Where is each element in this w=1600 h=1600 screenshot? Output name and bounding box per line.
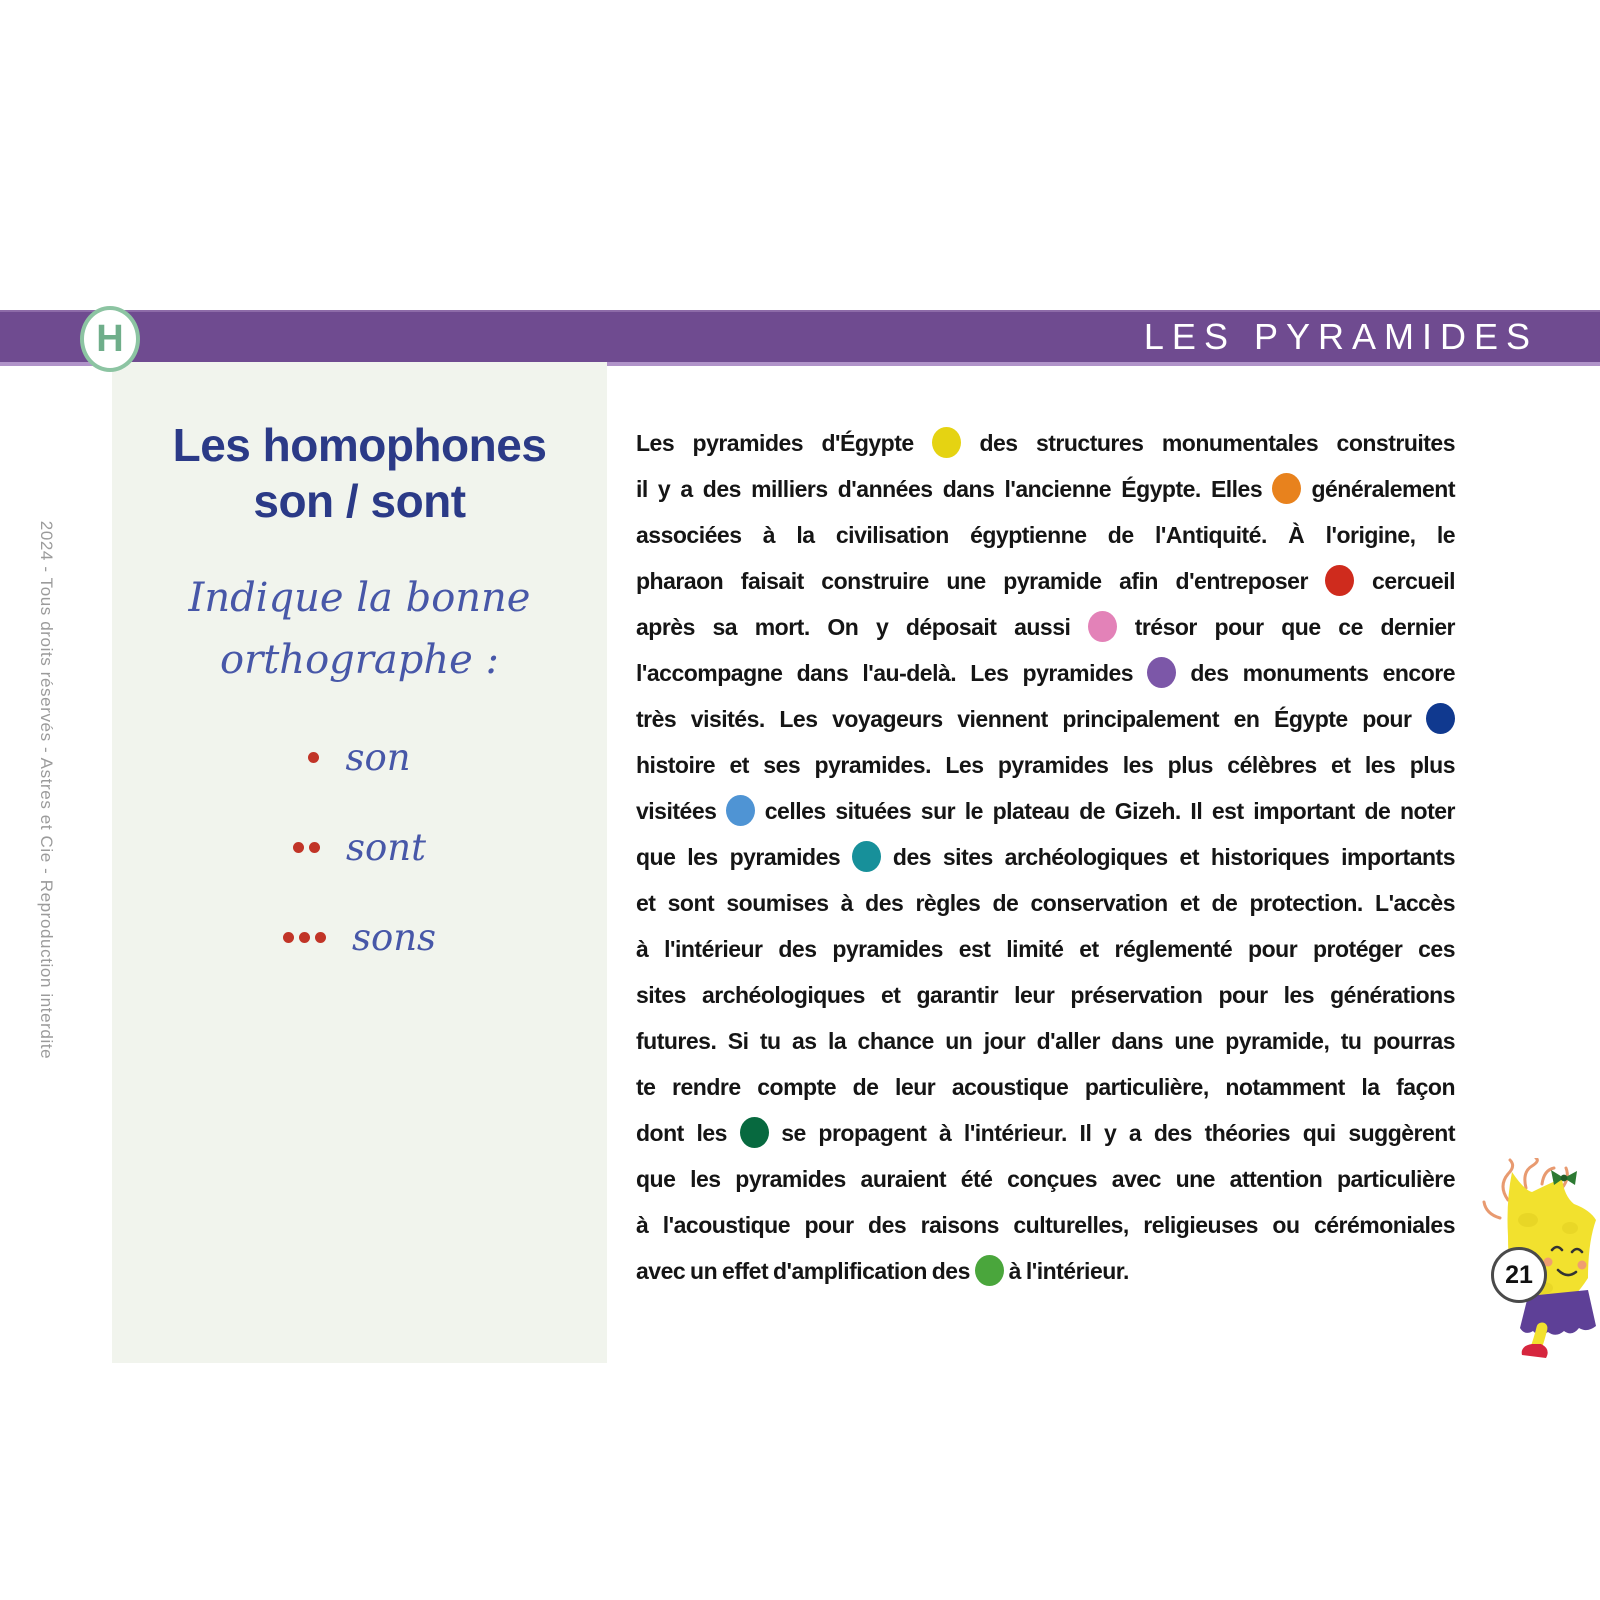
text-line: Les pyramides d'Égypte des structures monumentales construites xyxy=(636,420,1455,466)
text-line: futures. Si tu as la chance un jour d'aller dans une pyramide, tu pourras xyxy=(636,1028,1455,1054)
instruction-line2: orthographe : xyxy=(220,637,499,683)
text-line: dont les se propagent à l'intérieur. Il y a des théories qui suggèrent xyxy=(636,1110,1455,1156)
text-line: à l'acoustique pour des raisons culturelles, religieuses ou cérémoniales xyxy=(636,1212,1455,1238)
text-line: et sont soumises à des règles de conservation et de protection. L'accès xyxy=(636,890,1455,916)
text-line: à l'intérieur des pyramides est limité et réglementé pour protéger ces xyxy=(636,936,1455,962)
text-line: que les pyramides des sites archéologiques et historiques importants xyxy=(636,834,1455,880)
option-dot-marker xyxy=(293,842,320,853)
answer-dot-teal[interactable] xyxy=(852,841,881,872)
mascot-shoe xyxy=(1522,1344,1548,1358)
homophones-letter-badge: H xyxy=(80,306,140,372)
exercise-sidebar xyxy=(112,362,607,1363)
text-line: très visités. Les voyageurs viennent principalement en Égypte pour xyxy=(636,696,1455,742)
page-number-badge: 21 xyxy=(1491,1247,1547,1303)
answer-dot-green[interactable] xyxy=(975,1255,1004,1286)
copyright-text: 2024 - Tous droits réservés - Astres et Cie - Reproduction interdite xyxy=(37,520,56,1060)
text-line: avec un effet d'amplification des à l'intérieur. xyxy=(636,1248,1455,1294)
option-row-sons[interactable] xyxy=(112,916,607,958)
answer-dot-navy[interactable] xyxy=(1426,703,1455,734)
page-title: LES PYRAMIDES xyxy=(1143,316,1538,357)
lesson-title-line1: Les homophones xyxy=(172,419,547,471)
text-line: après sa mort. On y déposait aussi trésor pour que ce dernier xyxy=(636,604,1455,650)
text-line: associées à la civilisation égyptienne de l'Antiquité. À l'origine, le xyxy=(636,522,1455,548)
option-label: son xyxy=(345,735,411,779)
text-line: histoire et ses pyramides. Les pyramides les plus célèbres et les plus xyxy=(636,752,1455,778)
answer-dot-pink[interactable] xyxy=(1088,611,1117,642)
answer-dot-yellow[interactable] xyxy=(932,427,961,458)
instruction-line1: Indique la bonne xyxy=(188,575,531,621)
answer-dot-purple[interactable] xyxy=(1147,657,1176,688)
exercise-paragraph xyxy=(636,420,1455,1294)
lesson-title-line2: son / sont xyxy=(253,475,466,527)
option-dot-marker xyxy=(283,932,326,943)
text-line: pharaon faisait construire une pyramide afin d'entreposer cercueil xyxy=(636,558,1455,604)
option-label: sons xyxy=(351,915,437,959)
text-line: l'accompagne dans l'au-delà. Les pyramides des monuments encore xyxy=(636,650,1455,696)
options-list xyxy=(112,736,607,958)
text-line: te rendre compte de leur acoustique particulière, notamment la façon xyxy=(636,1074,1455,1100)
option-label: sont xyxy=(346,825,426,869)
answer-dot-lightblue[interactable] xyxy=(726,795,755,826)
option-dot-marker xyxy=(308,752,319,763)
answer-dot-orange[interactable] xyxy=(1272,473,1301,504)
text-line: il y a des milliers d'années dans l'ancienne Égypte. Elles généralement xyxy=(636,466,1455,512)
option-row-son[interactable] xyxy=(112,736,607,778)
instruction-text xyxy=(112,567,607,691)
answer-dot-darkgreen[interactable] xyxy=(740,1117,769,1148)
text-line: sites archéologiques et garantir leur préservation pour les générations xyxy=(636,982,1455,1008)
answer-dot-red[interactable] xyxy=(1325,565,1354,596)
lesson-title xyxy=(112,417,607,529)
text-line: visitées celles situées sur le plateau de Gizeh. Il est important de noter xyxy=(636,788,1455,834)
header-bar xyxy=(0,310,1600,366)
option-row-sont[interactable] xyxy=(112,826,607,868)
text-line: que les pyramides auraient été conçues avec une attention particulière xyxy=(636,1166,1455,1192)
